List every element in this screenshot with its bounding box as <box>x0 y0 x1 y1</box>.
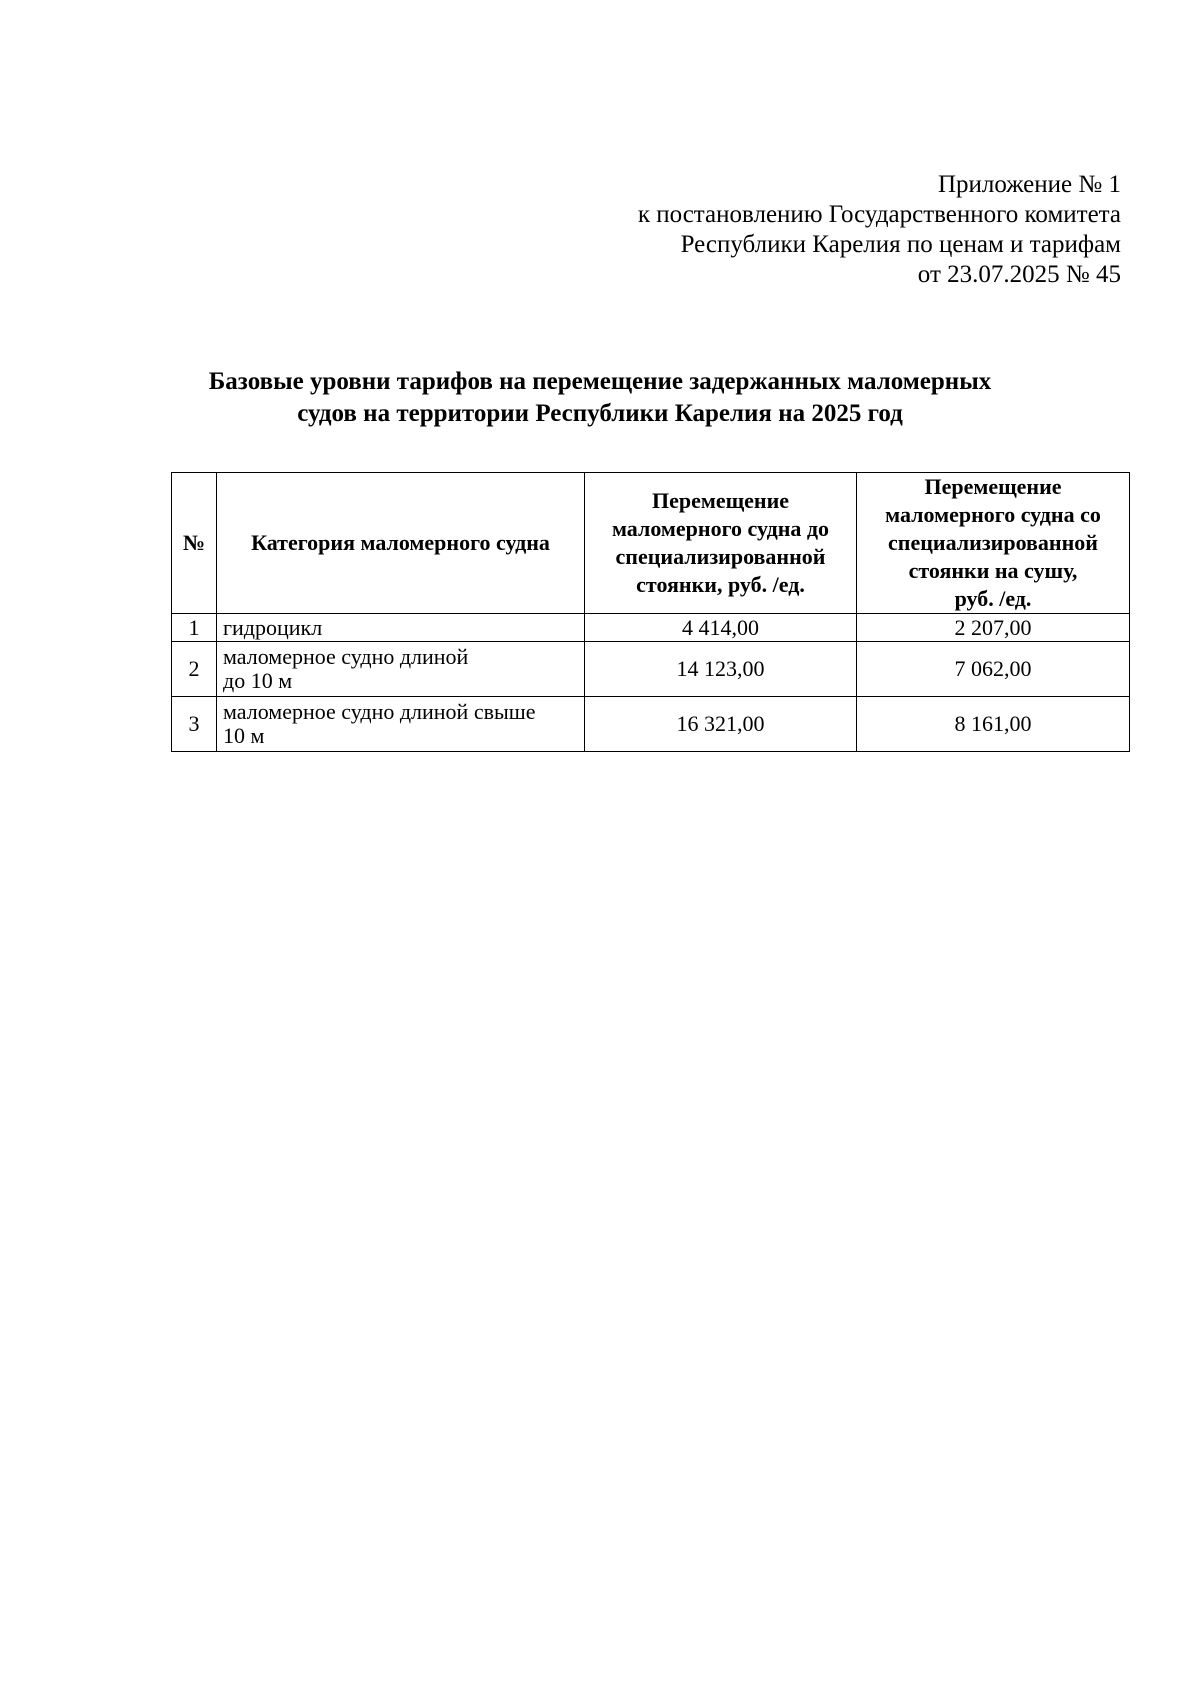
appendix-committee: Республики Карелия по ценам и тарифам <box>680 231 1121 258</box>
header-to-parking-line: Перемещение <box>651 488 790 513</box>
title-line-1: Базовые уровни тарифов на перемещение задержанных маломерных <box>208 368 992 395</box>
appendix-number: Приложение № 1 <box>937 171 1121 198</box>
row-to-parking-price: 16 321,00 <box>585 697 857 752</box>
header-from-parking <box>857 473 1130 614</box>
appendix-reference: к постановлению Государственного комитета <box>637 201 1121 228</box>
row-to-parking-price: 4 414,00 <box>585 614 857 642</box>
header-from-parking-line: Перемещение <box>924 474 1062 499</box>
row-category-line: до 10 м <box>223 668 293 693</box>
row-number: 2 <box>172 642 217 697</box>
header-to-parking-line: стоянки, руб. /ед. <box>636 572 805 597</box>
table-row <box>172 697 1130 752</box>
table-header-row <box>172 473 1130 614</box>
row-number: 1 <box>172 614 217 642</box>
table-row <box>172 642 1130 697</box>
header-number: № <box>172 473 217 614</box>
row-from-parking-price: 8 161,00 <box>857 697 1130 752</box>
row-category <box>217 697 585 752</box>
row-to-parking-price: 14 123,00 <box>585 642 857 697</box>
header-to-parking-line: специализированной <box>615 544 826 569</box>
row-number: 3 <box>172 697 217 752</box>
header-to-parking-line: маломерного судна до <box>611 516 830 541</box>
tariff-table <box>171 472 1130 752</box>
document-title <box>150 366 1050 430</box>
row-category-line: гидроцикл <box>223 614 323 640</box>
header-category: Категория маломерного судна <box>217 473 585 614</box>
row-category-line: маломерное судно длиной <box>223 644 469 669</box>
header-from-parking-line: специализированной <box>888 530 1098 555</box>
row-category-line: 10 м <box>223 723 265 748</box>
appendix-block <box>421 170 1121 290</box>
header-from-parking-line: маломерного судна со <box>885 502 1101 527</box>
title-line-2: судов на территории Республики Карелия на 2025 год <box>297 400 903 427</box>
row-category <box>217 614 585 642</box>
row-from-parking-price: 7 062,00 <box>857 642 1130 697</box>
row-category <box>217 642 585 697</box>
row-from-parking-price: 2 207,00 <box>857 614 1130 642</box>
header-from-parking-line: стоянки на сушу, <box>908 558 1078 583</box>
header-from-parking-line: руб. /ед. <box>954 586 1032 611</box>
header-to-parking <box>585 473 857 614</box>
appendix-date: от 23.07.2025 № 45 <box>917 261 1121 288</box>
row-category-line: маломерное судно длиной свыше <box>223 699 536 724</box>
table-row <box>172 614 1130 642</box>
